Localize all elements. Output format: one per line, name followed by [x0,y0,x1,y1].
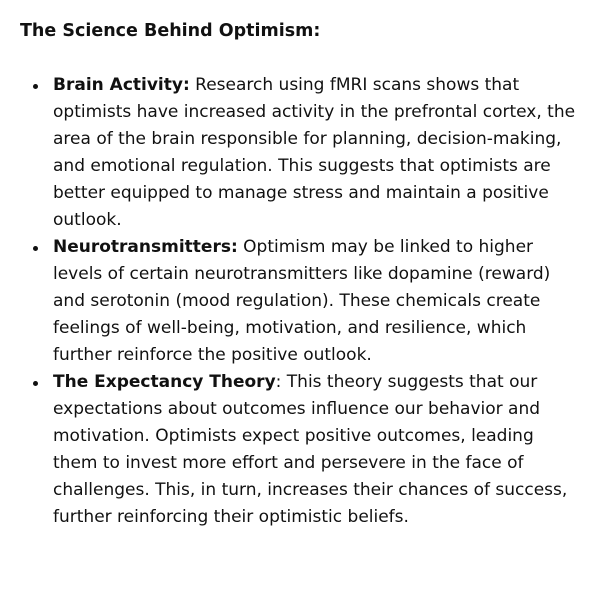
bullet-item-brain-activity [20,72,580,234]
bullet-term: The Expectancy Theory [53,372,276,392]
bullet-term: Brain Activity: [53,75,190,95]
bullet-icon [33,84,38,89]
bullet-icon [33,381,38,386]
bullet-list [20,72,580,531]
bullet-term: Neurotransmitters: [53,237,238,257]
bullet-text: Optimism may be linked to higher levels of certain neurotransmitters like dopamine (reward) and serotonin (mood regulation). These chemicals create feelings of well-being, motivation, and resilience, which further reinforce the positive outlook. [53,237,551,365]
bullet-item-expectancy-theory [20,369,580,531]
bullet-text: : This theory suggests that our expectations about outcomes influence our behavior and motivation. Optimists expect positive outcomes, leading them to invest more effort and persevere in the face of challenges. This, in turn, increases their chances of success, further reinforcing their optimistic beliefs. [53,372,568,527]
bullet-text: Research using fMRI scans shows that optimists have increased activity in the prefrontal cortex, the area of the brain responsible for planning, decision-making, and emotional regulation. This suggests that optimists are better equipped to manage stress and maintain a positive outlook. [53,75,576,230]
bullet-icon [33,246,38,251]
section-heading: The Science Behind Optimism: [20,21,321,41]
bullet-item-neurotransmitters [20,234,580,369]
